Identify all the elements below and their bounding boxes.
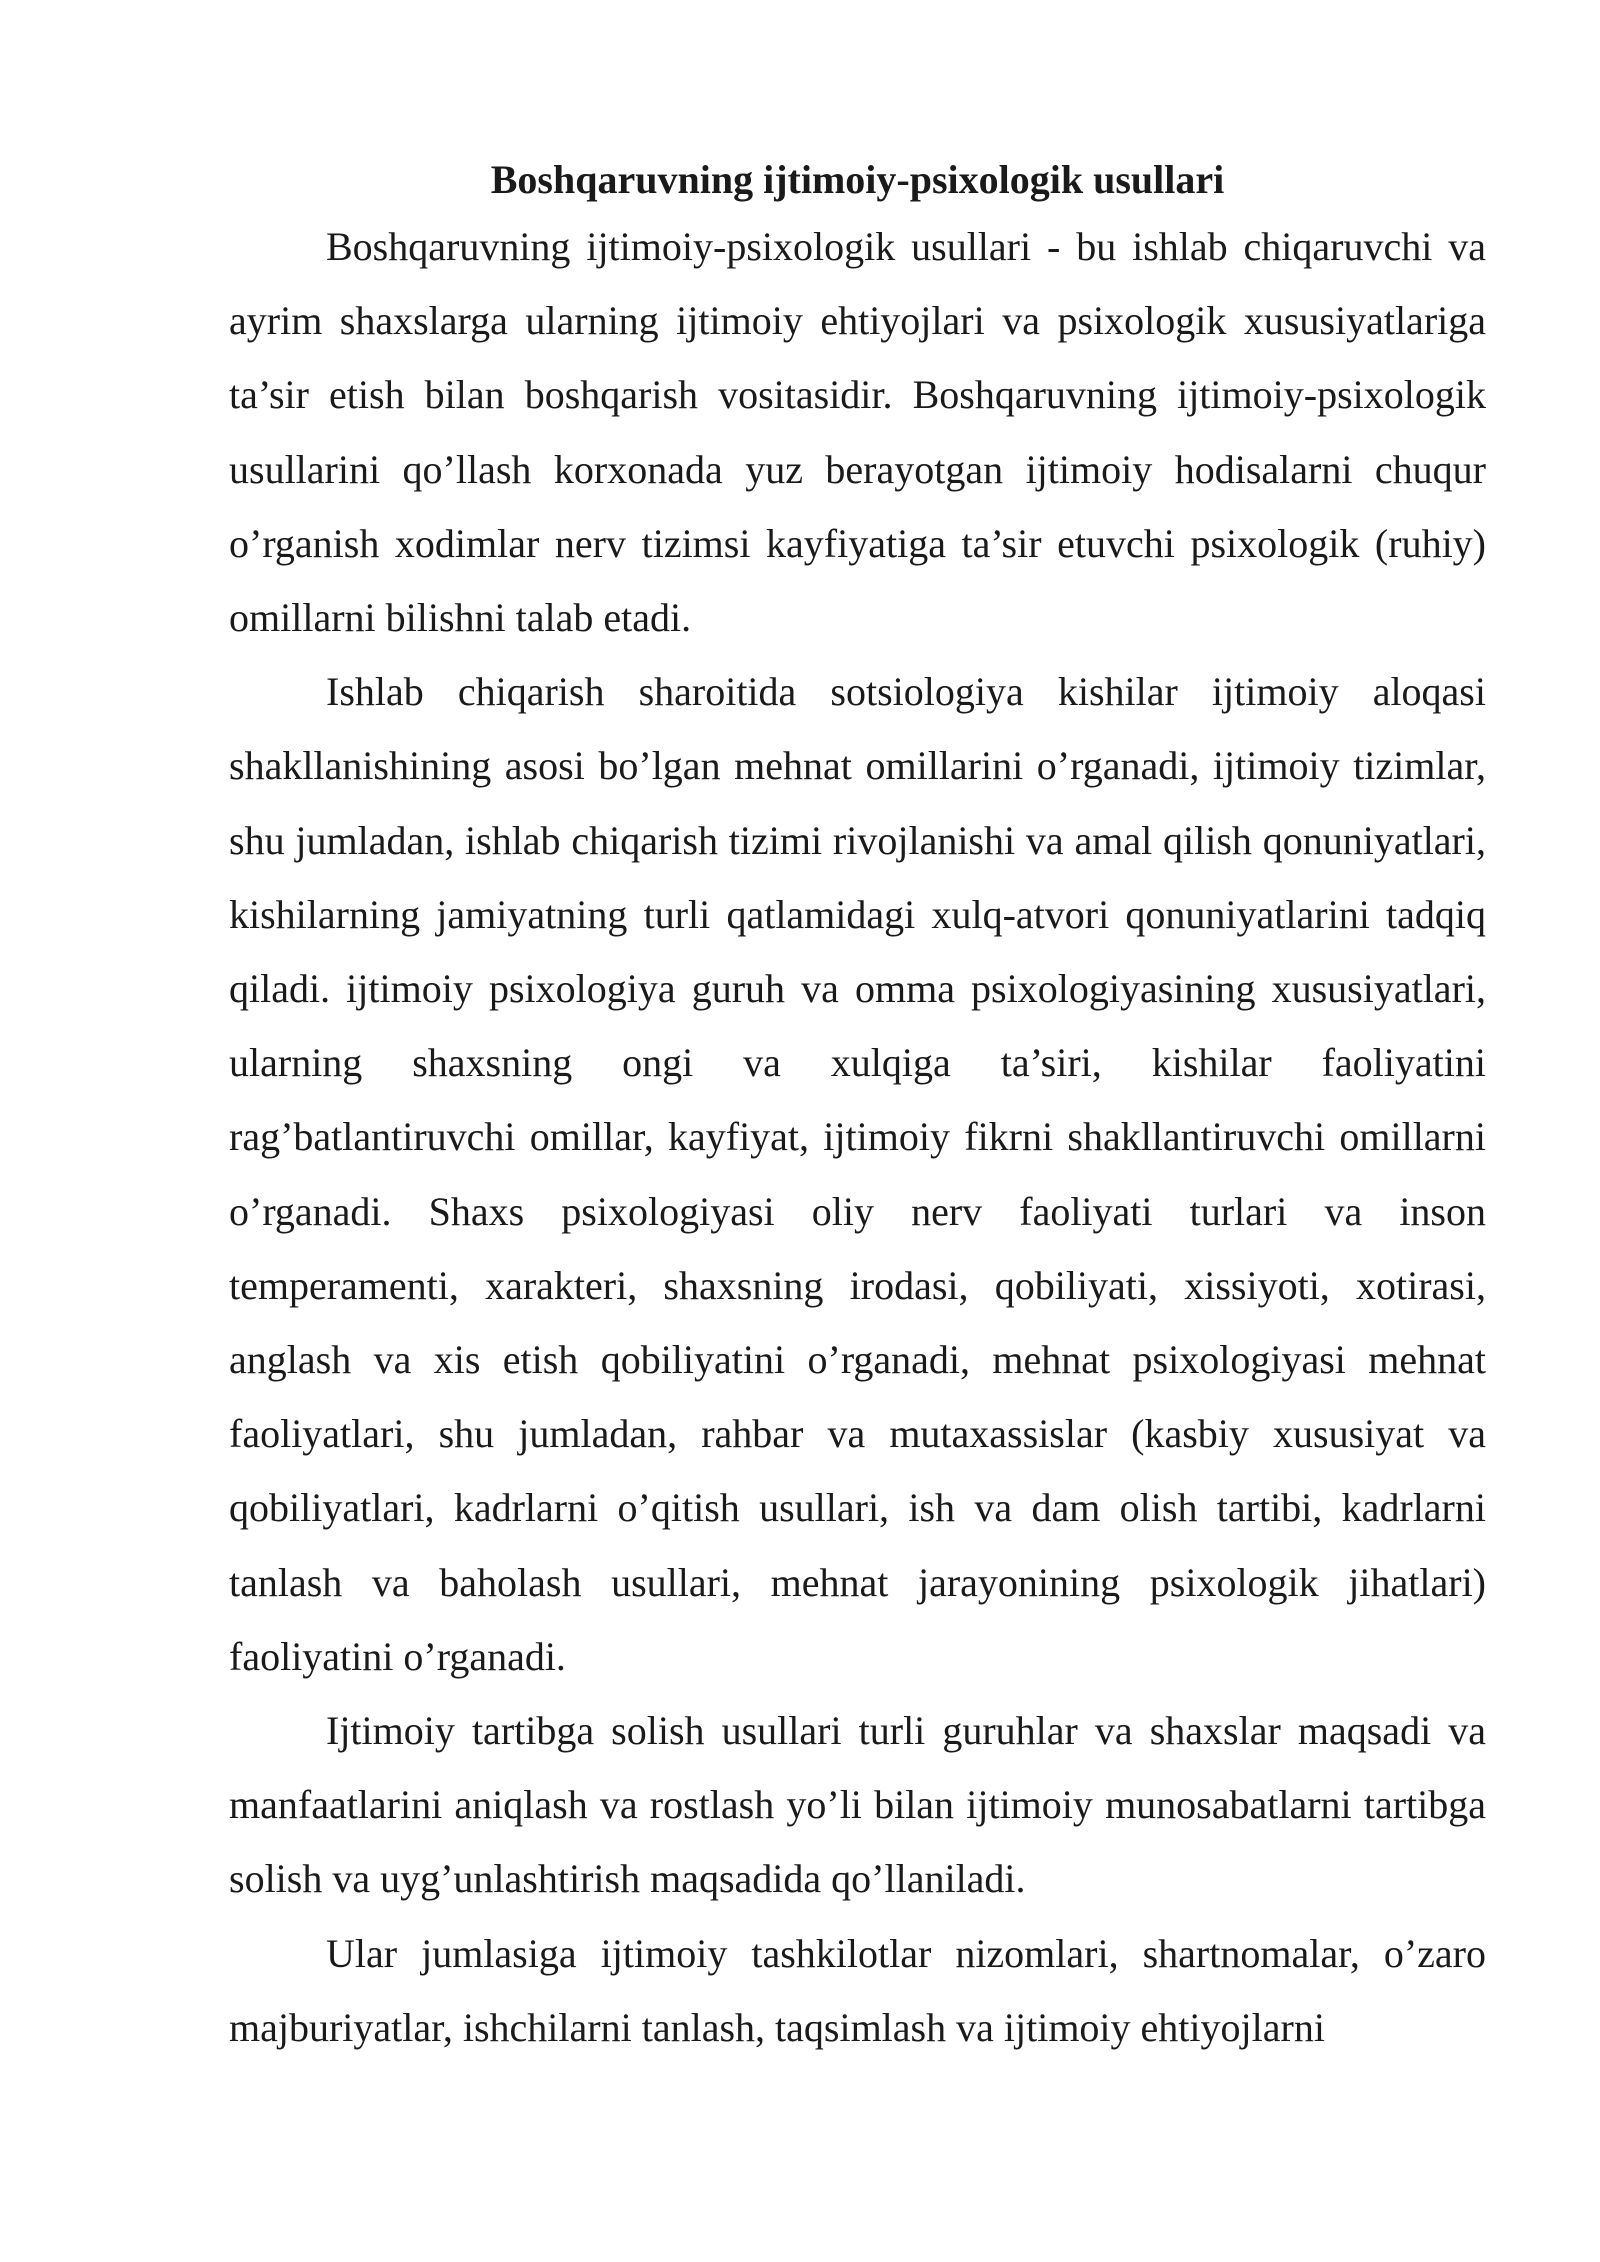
paragraph-1: Boshqaruvning ijtimoiy-psixologik usullari - bu ishlab chiqaruvchi va ayrim shaxslarga ularning ijtimoiy ehtiyojlari va psixologik xususiyatlariga ta’sir etish bilan boshqarish vositasidir. Boshqaruvning ijtimoiy-psixologik usullarini qo’llash korxonada yuz berayotgan ijtimoiy hodisalarni chuqur o’rganish xodimlar nerv tizimsi kayfiyatiga ta’sir etuvchi psixologik (ruhiy) omillarni bilishni talab etadi. [229,224,1486,641]
paragraph-3: Ijtimoiy tartibga solish usullari turli guruhlar va shaxslar maqsadi va manfaatlarini aniqlash va rostlash yo’li bilan ijtimoiy munosabatlarni tartibga solish va uyg’unlashtirish maqsadida qo’llaniladi. [229,1708,1486,1902]
document-body [229,150,1486,2065]
paragraph-4: Ular jumlasiga ijtimoiy tashkilotlar nizomlari, shartnomalar, o’zaro majburiyatlar, ishchilarni tanlash, taqsimlash va ijtimoiy ehtiyojlarni [229,1930,1486,2050]
document-title: Boshqaruvning ijtimoiy-psixologik usullari [490,157,1225,202]
paragraph-2: Ishlab chiqarish sharoitida sotsiologiya kishilar ijtimoiy aloqasi shakllanishining asosi bo’lgan mehnat omillarini o’rganadi, ijtimoiy tizimlar, shu jumladan, ishlab chiqarish tizimi rivojlanishi va amal qilish qonuniyatlari, kishilarning jamiyatning turli qatlamidagi xulq-atvori qonuniyatlarini tadqiq qiladi. ijtimoiy psixologiya guruh va omma psixologiyasining xususiyatlari, ularning shaxsning ongi va xulqiga ta’siri, kishilar faoliyatini rag’batlantiruvchi omillar, kayfiyat, ijtimoiy fikrni shakllantiruvchi omillarni o’rganadi. Shaxs psixologiyasi oliy nerv faoliyati turlari va inson temperamenti, xarakteri, shaxsning irodasi, qobiliyati, xissiyoti, xotirasi, anglash va xis etish qobiliyatini o’rganadi, mehnat psixologiyasi mehnat faoliyatlari, shu jumladan, rahbar va mutaxassislar (kasbiy xususiyat va qobiliyatlari, kadrlarni o’qitish usullari, ish va dam olish tartibi, kadrlarni tanlash va baholash usullari, mehnat jarayonining psixologik jihatlari) faoliyatini o’rganadi. [229,669,1486,1679]
